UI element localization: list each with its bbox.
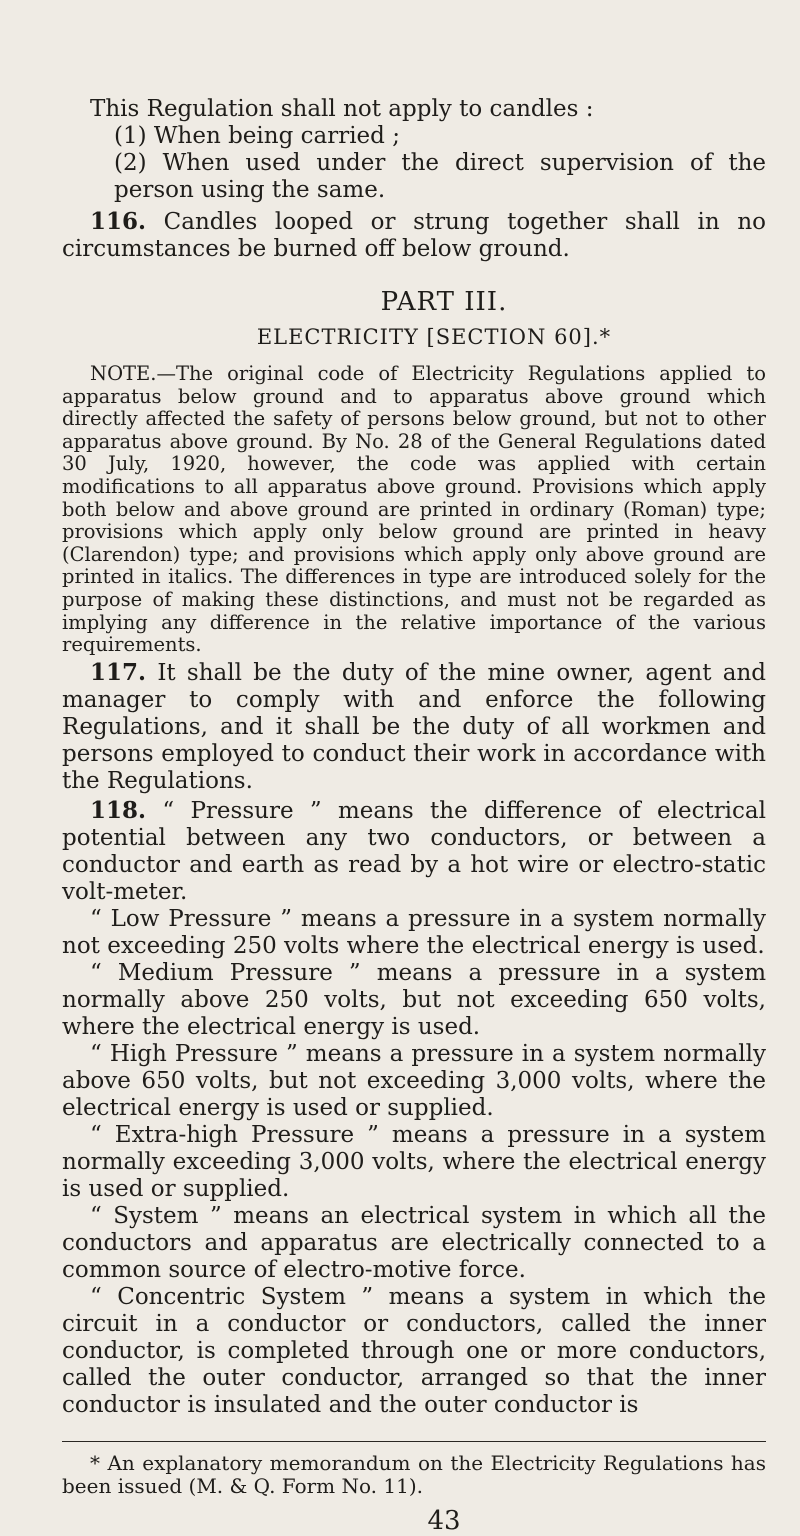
regulation-116-text: Candles looped or strung together shall in no circumstances be burned off below ground. [62, 209, 766, 262]
candles-intro: This Regulation shall not apply to candles : [90, 96, 594, 122]
note-text: NOTE.—The original code of Electricity Regulations applied to apparatus below ground and to apparatus above ground which directly affected the safety of persons below ground, but not to other apparatus above ground. By No. 28 of the General Regulations dated 30 July, 1920, however, the code was applied with certain modifications to all apparatus above ground. Provisions which apply both below and above ground are printed in ordinary (Roman) type; provisions which apply only below ground are printed in heavy (Clarendon) type; and provisions which apply only above ground are printed in italics. The differences in type are introduced solely for the purpose of making these distinctions, and must not be regarded as implying any difference in the relative importance of the various requirements. [62, 362, 766, 657]
regulation-116-number: 116. [90, 208, 147, 235]
note-block [62, 363, 766, 657]
candles-item-2: (2) When used under the direct supervision of the person using the same. [114, 150, 766, 203]
regulation-117 [62, 659, 766, 795]
footnote-divider [62, 1441, 766, 1442]
definition-system: “ System ” means an electrical system in which all the conductors and apparatus are electrically connected to a common source of electro-motive force. [62, 1202, 766, 1283]
candles-item-1: (1) When being carried ; [114, 123, 400, 149]
definition-pressure: “ Pressure ” means the difference of electrical potential between any two conductors, or between a conductor and earth as read by a hot wire or electro-static volt-meter. [62, 797, 766, 905]
page-number: 43 [427, 1505, 461, 1536]
part-heading: PART III. [380, 287, 508, 317]
regulation-116 [62, 208, 766, 263]
definition-concentric-system: “ Concentric System ” means a system in which the circuit in a conductor or conductors, called the inner conductor, is completed through one or more conductors, called the outer conductor, arranged so that the inner conductor is insulated and the outer conductor is [62, 1283, 766, 1418]
definition-low-pressure: “ Low Pressure ” means a pressure in a system normally not exceeding 250 volts where the electrical energy is used. [62, 905, 766, 959]
part-subheading: ELECTRICITY [SECTION 60].* [256, 325, 612, 349]
definition-high-pressure: “ High Pressure ” means a pressure in a system normally above 650 volts, but not exceeding 3,000 volts, where the electrical energy is used or supplied. [62, 1040, 766, 1121]
regulation-118-number: 118. [90, 796, 147, 824]
definition-extra-high-pressure: “ Extra-high Pressure ” means a pressure in a system normally exceeding 3,000 volts, where the electrical energy is used or supplied. [62, 1121, 766, 1202]
definition-medium-pressure: “ Medium Pressure ” means a pressure in a system normally above 250 volts, but not exceeding 650 volts, where the electrical energy is used. [62, 959, 766, 1040]
regulation-117-text: It shall be the duty of the mine owner, agent and manager to comply with and enforce the following Regulations, and it shall be the duty of all workmen and persons employed to conduct their work in accordance with the Regulations. [62, 659, 766, 794]
regulation-118 [62, 797, 766, 906]
footnote: * An explanatory memorandum on the Electricity Regulations has been issued (M. & Q. Form No. 11). [62, 1450, 766, 1498]
regulation-117-number: 117. [90, 658, 147, 686]
